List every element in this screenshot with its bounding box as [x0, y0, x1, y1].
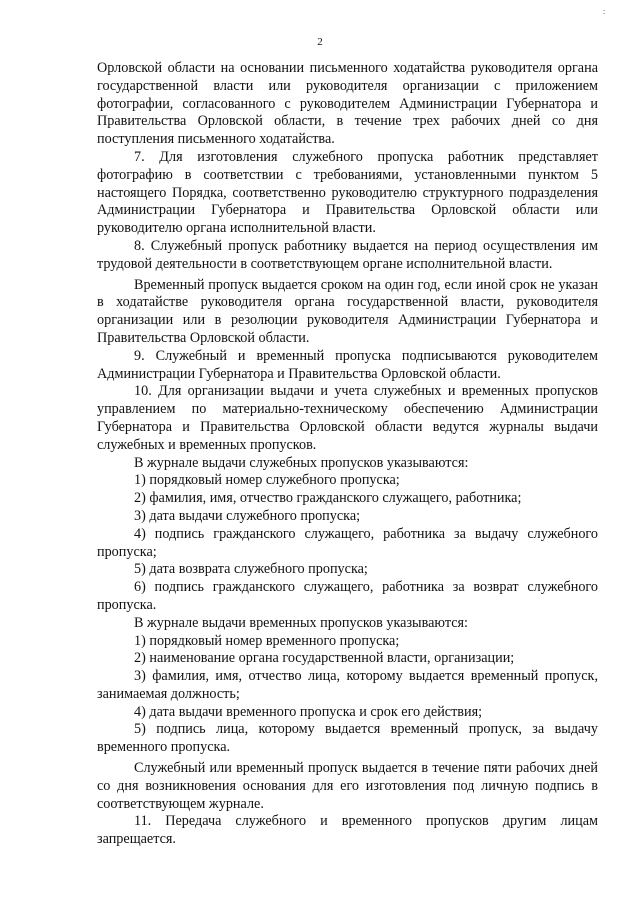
temporary-journal-item: 1) порядковый номер временного пропуска; — [134, 632, 400, 649]
paragraph-item-8: 8. Служебный пропуск работнику выдается на период осуществления им трудовой деятельности в соответствующем органе исполнительной власти. — [97, 237, 598, 272]
paragraph-item-11: 11. Передача служебного и временного пропусков другим лицам запрещается. — [97, 813, 598, 848]
document-body — [97, 60, 598, 849]
paragraph-item-10: 10. Для организации выдачи и учета служебных и временных пропусков управлением по материально-техническому обеспечению Администрации Губернатора и Правительства Орловской области ведутся журналы выдачи служебных и временных пропусков. — [97, 383, 598, 453]
service-journal-item: 4) подпись гражданского служащего, работника за выдачу служебного пропуска; — [97, 525, 598, 560]
paragraph-issue-period: Служебный или временный пропуск выдается в течение пяти рабочих дней со дня возникновения основания для его изготовления под личную подпись в соответствующем журнале. — [97, 760, 598, 812]
paragraph-item-9: 9. Служебный и временный пропуска подписываются руководителем Администрации Губернатора и Правительства Орловской области. — [97, 347, 598, 382]
service-journal-item: 6) подпись гражданского служащего, работника за возврат служебного пропуска. — [97, 579, 598, 613]
page-number: 2 — [317, 36, 323, 48]
paragraph-continuation: Орловской области на основании письменного ходатайства руководителя органа государственной власти или руководителя организации с приложением фотографии, согласованного с руководителем Администрации Губернатора и Правительства Орловской области, в течение трех рабочих дней со дня поступления письменного ходатайства. — [97, 60, 598, 148]
temporary-journal-item: 5) подпись лица, которому выдается временный пропуск, за выдачу временного пропуска. — [97, 721, 598, 756]
service-journal-item: 3) дата выдачи служебного пропуска; — [134, 507, 361, 524]
temporary-journal-item: 2) наименование органа государственной власти, организации; — [134, 650, 515, 667]
temporary-journal-item: 4) дата выдачи временного пропуска и срок его действия; — [134, 703, 483, 720]
service-journal-heading: В журнале выдачи служебных пропусков указываются: — [134, 454, 469, 471]
paragraph-item-7: 7. Для изготовления служебного пропуска работник представляет фотографию в соответствии с требованиями, установленными пунктом 5 настоящего Порядка, соответственно руководителю структурного подразделения Администрации Губернатора и Правительства Орловской области или руководителю органа исполнительной власти. — [97, 148, 598, 237]
corner-mark: : — [603, 7, 606, 16]
paragraph-temporary-pass-term: Временный пропуск выдается сроком на один год, если иной срок не указан в ходатайстве руководителя органа государственной власти, руководителя организации или в резолюции руководителя Администрации Губернатора и Правительства Орловской области. — [97, 276, 598, 346]
service-journal-item: 2) фамилия, имя, отчество гражданского служащего, работника; — [134, 490, 522, 507]
service-journal-item: 1) порядковый номер служебного пропуска; — [134, 472, 400, 489]
temporary-journal-item: 3) фамилия, имя, отчество лица, которому выдается временный пропуск, занимаемая должность; — [97, 668, 598, 702]
temporary-journal-heading: В журнале выдачи временных пропусков указываются: — [134, 614, 468, 631]
service-journal-item: 5) дата возврата служебного пропуска; — [134, 561, 368, 578]
